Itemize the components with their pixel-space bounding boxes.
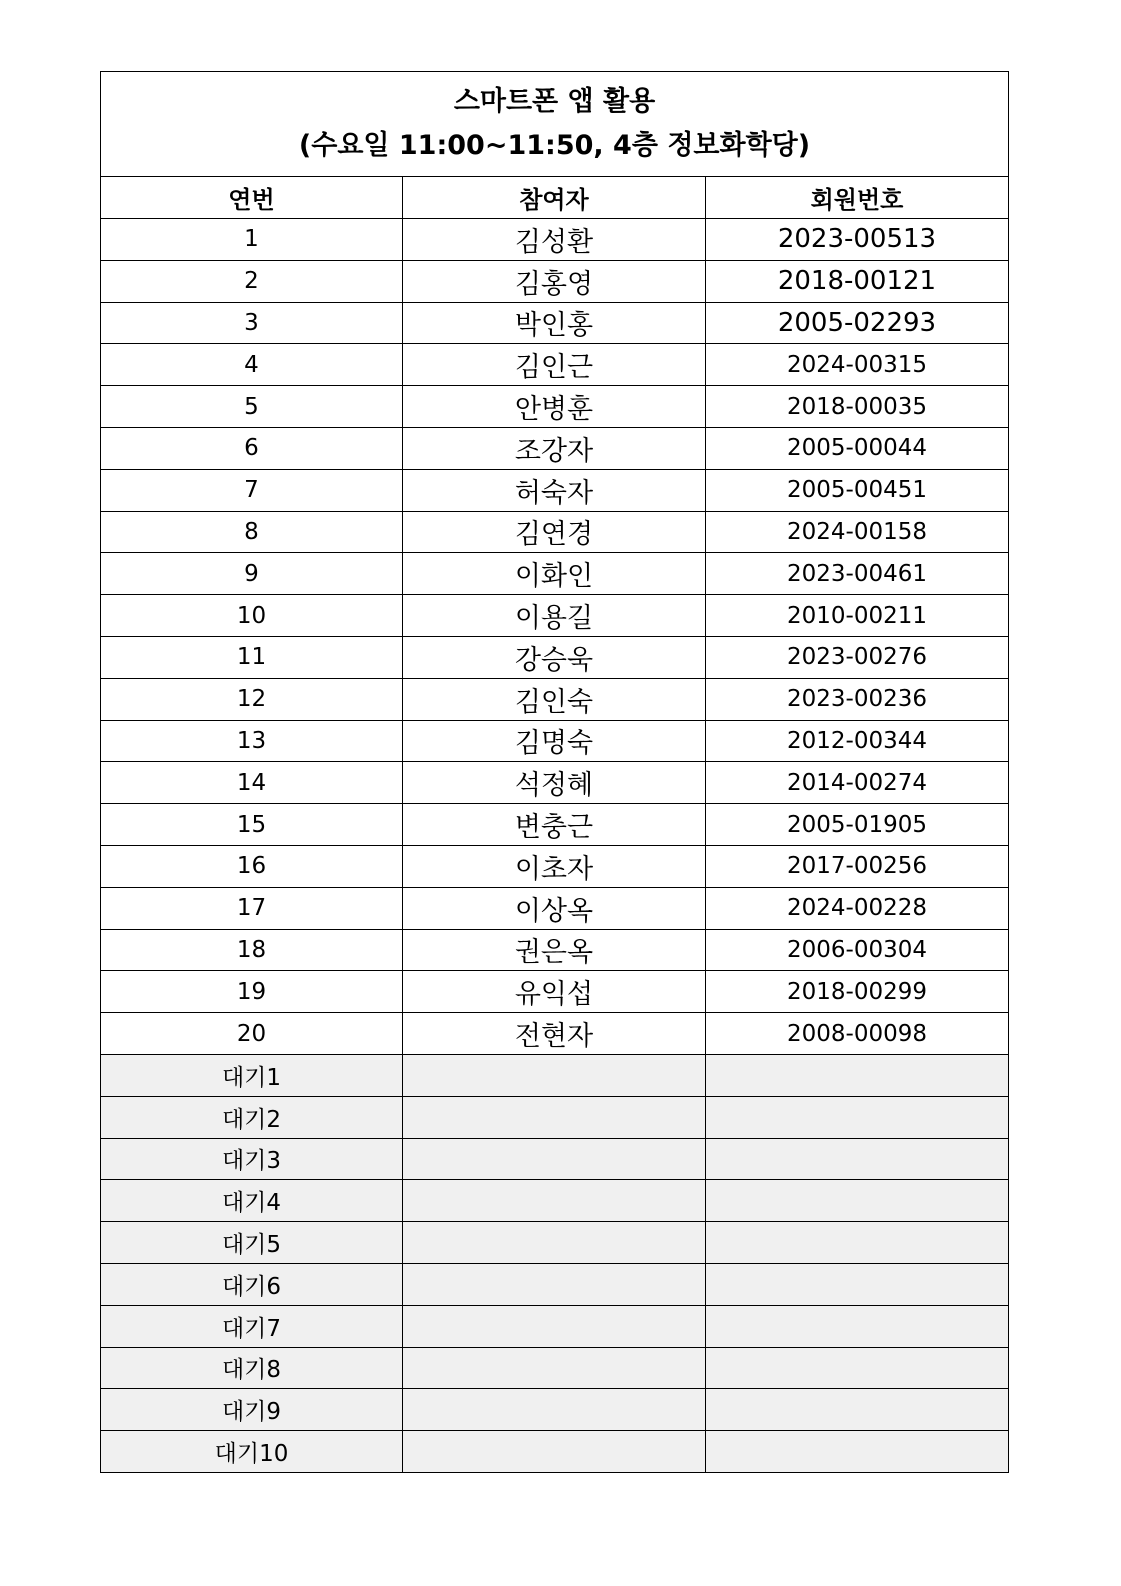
row-number: 6 [101,427,403,469]
participant-list [101,219,1009,1055]
table-row [101,219,1009,261]
waitlist-member-id [705,1431,1008,1473]
member-id: 2018-00035 [705,386,1008,428]
waitlist-number: 대기4 [101,1180,403,1222]
header-row [101,177,1009,219]
waitlist-name [402,1347,705,1389]
member-id: 2023-00276 [705,636,1008,678]
table-row [101,845,1009,887]
participant-name: 박인홍 [402,302,705,344]
member-id: 2005-00044 [705,427,1008,469]
participant-name: 조강자 [402,427,705,469]
waitlist-row [101,1138,1009,1180]
table-row [101,511,1009,553]
table-row [101,386,1009,428]
member-id: 2010-00211 [705,595,1008,637]
waitlist-number: 대기1 [101,1054,403,1096]
row-number: 2 [101,260,403,302]
participant-name: 전현자 [402,1013,705,1055]
table-row [101,595,1009,637]
member-id: 2005-01905 [705,804,1008,846]
member-id: 2024-00228 [705,887,1008,929]
page-subtitle: (수요일 11:00~11:50, 4층 정보화학당) [298,130,811,161]
waitlist-number: 대기10 [101,1431,403,1473]
waitlist-number: 대기3 [101,1138,403,1180]
waitlist-row [101,1180,1009,1222]
row-number: 19 [101,971,403,1013]
member-id: 2006-00304 [705,929,1008,971]
waitlist-member-id [705,1222,1008,1264]
participant-name: 석정혜 [402,762,705,804]
participant-name: 유익섭 [402,971,705,1013]
member-id: 2017-00256 [705,845,1008,887]
waitlist-member-id [705,1389,1008,1431]
waitlist-number: 대기5 [101,1222,403,1264]
waitlist-row [101,1389,1009,1431]
member-id: 2014-00274 [705,762,1008,804]
table-row [101,469,1009,511]
table-row [101,260,1009,302]
participant-name: 안병훈 [402,386,705,428]
row-number: 15 [101,804,403,846]
waitlist-number: 대기2 [101,1096,403,1138]
table-row [101,1013,1009,1055]
waitlist-name [402,1138,705,1180]
roster-table [100,71,1009,1473]
member-id: 2023-00461 [705,553,1008,595]
row-number: 5 [101,386,403,428]
page-title: 스마트폰 앱 활용 [453,86,656,117]
column-header-no: 연번 [101,177,403,219]
table-row [101,344,1009,386]
participant-name: 이용길 [402,595,705,637]
waitlist-name [402,1431,705,1473]
row-number: 13 [101,720,403,762]
waitlist-name [402,1263,705,1305]
row-number: 11 [101,636,403,678]
table-row [101,762,1009,804]
row-number: 4 [101,344,403,386]
waitlist-number: 대기7 [101,1305,403,1347]
member-id: 2008-00098 [705,1013,1008,1055]
waitlist-member-id [705,1347,1008,1389]
column-header-name: 참여자 [402,177,705,219]
waitlist-member-id [705,1305,1008,1347]
member-id: 2018-00299 [705,971,1008,1013]
row-number: 17 [101,887,403,929]
row-number: 8 [101,511,403,553]
row-number: 12 [101,678,403,720]
table-row [101,302,1009,344]
waitlist-row [101,1222,1009,1264]
participant-name: 김홍영 [402,260,705,302]
participant-name: 이상옥 [402,887,705,929]
waitlist-row [101,1054,1009,1096]
participant-name: 변충근 [402,804,705,846]
waitlist-member-id [705,1180,1008,1222]
table-row [101,887,1009,929]
participant-name: 이초자 [402,845,705,887]
member-id: 2012-00344 [705,720,1008,762]
participant-name: 김명숙 [402,720,705,762]
row-number: 16 [101,845,403,887]
row-number: 3 [101,302,403,344]
participant-name: 김성환 [402,219,705,261]
waitlist-number: 대기6 [101,1263,403,1305]
waitlist-row [101,1431,1009,1473]
waitlist-member-id [705,1054,1008,1096]
waitlist-number: 대기8 [101,1347,403,1389]
participant-name: 이화인 [402,553,705,595]
waitlist-name [402,1222,705,1264]
member-id: 2005-02293 [705,302,1008,344]
waitlist-row [101,1263,1009,1305]
participant-name: 김인근 [402,344,705,386]
waitlist-member-id [705,1138,1008,1180]
waitlist-name [402,1180,705,1222]
member-id: 2024-00315 [705,344,1008,386]
waitlist-row [101,1305,1009,1347]
member-id: 2005-00451 [705,469,1008,511]
waitlist-row [101,1096,1009,1138]
table-row [101,929,1009,971]
waitlist-member-id [705,1096,1008,1138]
row-number: 9 [101,553,403,595]
table-row [101,804,1009,846]
waitlist-name [402,1305,705,1347]
row-number: 10 [101,595,403,637]
title-cell [101,72,1009,177]
table-row [101,553,1009,595]
waitlist-row [101,1347,1009,1389]
participant-name: 김연경 [402,511,705,553]
waitlist-number: 대기9 [101,1389,403,1431]
row-number: 7 [101,469,403,511]
waitlist-name [402,1096,705,1138]
table-row [101,678,1009,720]
table-row [101,720,1009,762]
waitlist-member-id [705,1263,1008,1305]
row-number: 1 [101,219,403,261]
waitlist-name [402,1054,705,1096]
member-id: 2023-00236 [705,678,1008,720]
row-number: 18 [101,929,403,971]
member-id: 2018-00121 [705,260,1008,302]
participant-name: 강승욱 [402,636,705,678]
member-id: 2023-00513 [705,219,1008,261]
table-row [101,971,1009,1013]
participant-name: 허숙자 [402,469,705,511]
row-number: 20 [101,1013,403,1055]
participant-name: 권은옥 [402,929,705,971]
table-row [101,427,1009,469]
row-number: 14 [101,762,403,804]
table-row [101,636,1009,678]
column-header-member-id: 회원번호 [705,177,1008,219]
waitlist [101,1054,1009,1472]
title-row [101,72,1009,177]
waitlist-name [402,1389,705,1431]
member-id: 2024-00158 [705,511,1008,553]
participant-name: 김인숙 [402,678,705,720]
